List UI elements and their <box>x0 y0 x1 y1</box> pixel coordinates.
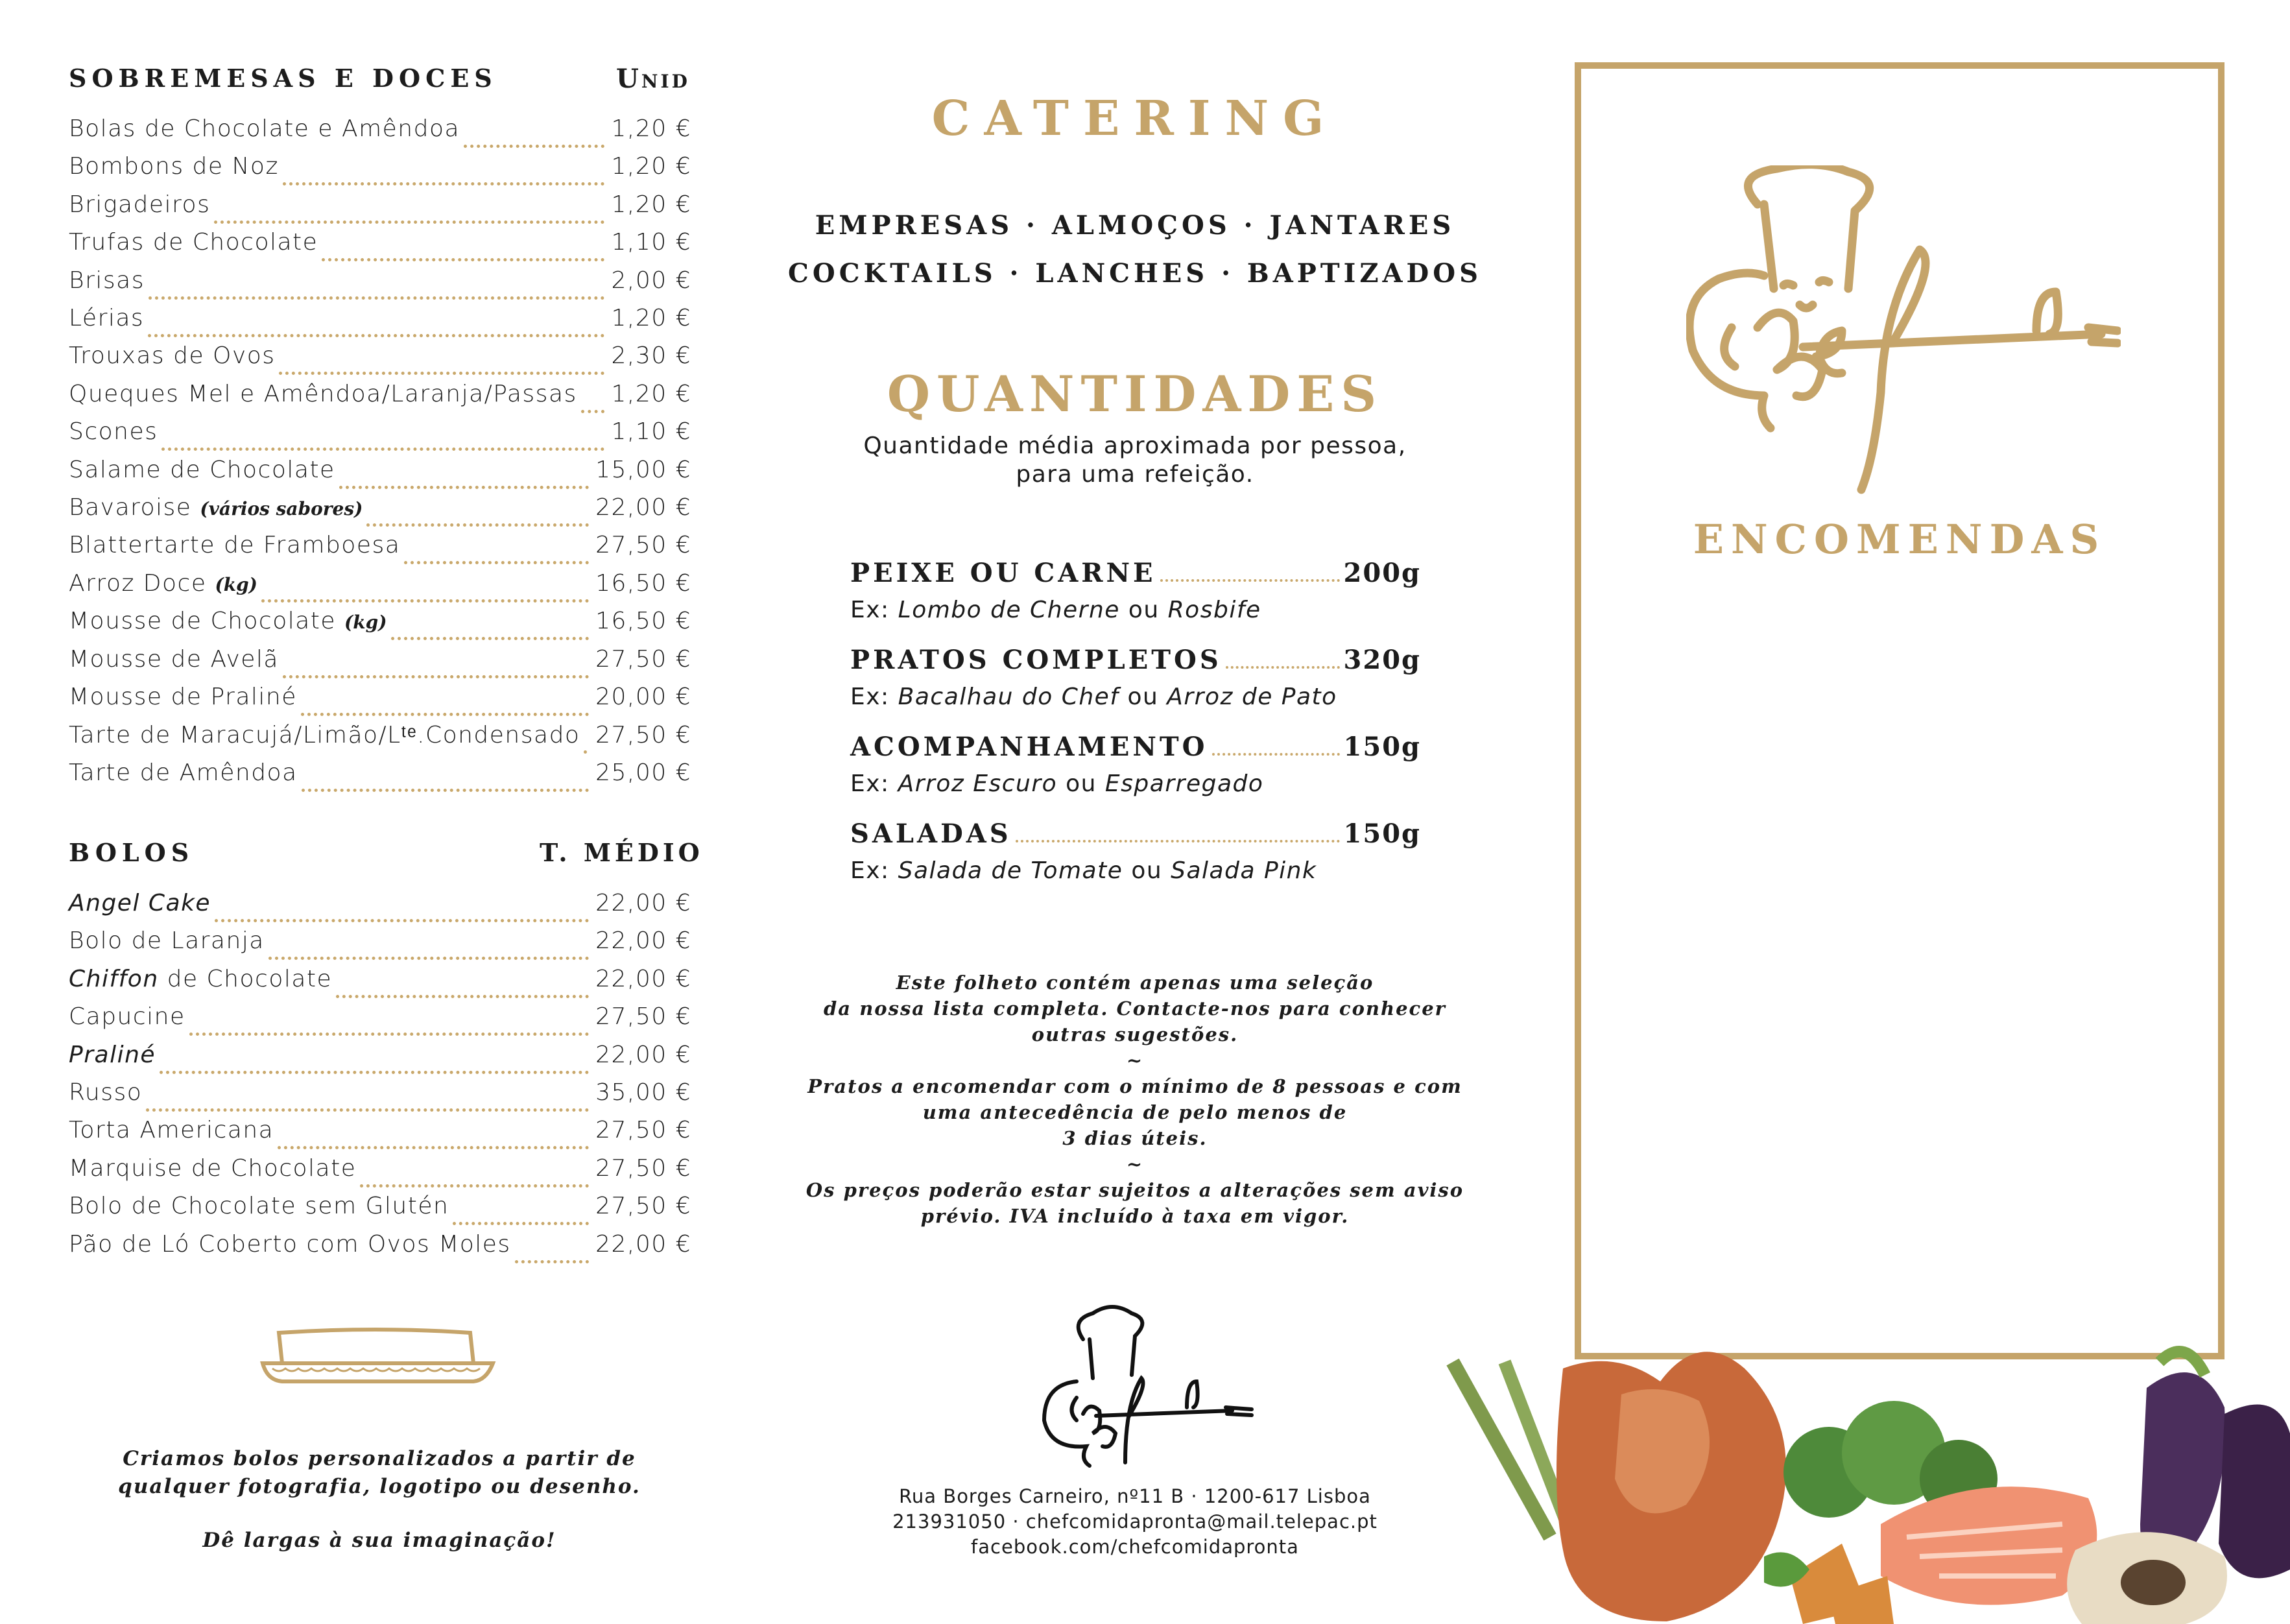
item-price: 27,50 € <box>595 532 691 559</box>
custom-cakes-text <box>65 1445 694 1555</box>
example-dish: Salada Pink <box>1171 857 1317 884</box>
dot-leader <box>1212 753 1340 756</box>
example-prefix: Ex: <box>850 857 890 884</box>
quantity-item <box>850 558 1421 588</box>
item-name <box>69 229 318 256</box>
bolos-size-header: T. MÉDIO <box>540 838 704 867</box>
cake-item <box>69 1117 691 1154</box>
quantity-amount: 320g <box>1343 645 1421 675</box>
cake-item <box>69 966 691 1003</box>
item-price: 27,50 € <box>595 1003 691 1031</box>
item-name-text: Blattertarte de Framboesa <box>69 532 401 559</box>
item-price: 1,20 € <box>611 115 691 142</box>
dessert-item <box>69 267 691 305</box>
item-name <box>69 570 257 597</box>
dot-leader <box>160 1071 589 1074</box>
item-name-text: Praliné <box>69 1041 156 1068</box>
item-name <box>69 494 363 521</box>
quantity-example <box>850 857 1317 884</box>
example-dish: Esparregado <box>1104 770 1264 797</box>
item-price: 20,00 € <box>595 684 691 710</box>
dot-leader <box>278 1146 589 1149</box>
example-dish: Rosbife <box>1167 597 1261 623</box>
item-price: 22,00 € <box>595 1041 691 1068</box>
item-name <box>69 1117 274 1143</box>
item-price: 15,00 € <box>595 456 691 483</box>
item-price: 1,20 € <box>611 191 691 218</box>
item-name <box>69 457 335 483</box>
dessert-item <box>69 381 691 418</box>
item-name-text: Tarte de Amêndoa <box>69 759 298 786</box>
note-line: ~ <box>1126 1049 1144 1071</box>
dot-leader <box>584 750 589 754</box>
dessert-item <box>69 418 691 456</box>
quantidades-title: QUANTIDADES <box>887 365 1383 423</box>
item-name-text: Russo <box>69 1079 143 1106</box>
item-name <box>69 759 298 786</box>
quantidades-subtitle: para uma refeição. <box>1016 461 1254 488</box>
item-name-text: Angel Cake <box>69 890 211 916</box>
item-name-text: Salame de Chocolate <box>69 456 335 483</box>
dot-leader <box>301 713 589 716</box>
item-price: 22,00 € <box>595 965 691 992</box>
dot-leader <box>214 221 604 224</box>
item-name-text: Bolo de Laranja <box>69 927 265 955</box>
dessert-item <box>69 608 691 645</box>
note-line: Pratos a encomendar com o mínimo de 8 pessoas e com <box>807 1075 1462 1097</box>
dot-leader <box>322 258 604 261</box>
item-name-text: Marquise de Chocolate <box>69 1154 357 1182</box>
item-name-text: Lérias <box>69 305 145 331</box>
example-or: ou <box>1131 857 1163 884</box>
quantity-example <box>850 597 1261 623</box>
item-name <box>69 721 580 748</box>
example-prefix: Ex: <box>850 597 890 623</box>
bolos-title: BOLOS <box>69 838 195 867</box>
catering-services-line-2: COCKTAILS · LANCHES · BAPTIZADOS <box>788 258 1482 289</box>
dot-leader <box>279 372 604 375</box>
cake-item <box>69 1003 691 1041</box>
dot-leader <box>366 523 589 527</box>
quantity-category: PRATOS COMPLETOS <box>850 645 1222 675</box>
item-name-text: Torta Americana <box>69 1117 274 1144</box>
item-name-text: Capucine <box>69 1003 185 1031</box>
dessert-item <box>69 759 691 797</box>
item-name-text: Trouxas de Ovos <box>69 342 276 370</box>
item-name <box>69 646 279 673</box>
facebook-link[interactable]: facebook.com/chefcomidapronta <box>971 1536 1299 1558</box>
item-price: 16,50 € <box>595 569 691 597</box>
dessert-item <box>69 494 691 532</box>
dot-leader <box>581 410 605 413</box>
example-prefix: Ex: <box>850 770 890 797</box>
item-note: (kg) <box>215 573 257 595</box>
item-name <box>69 608 387 634</box>
dessert-item <box>69 646 691 684</box>
dot-leader <box>1226 666 1340 669</box>
chef-logo-black <box>1038 1300 1258 1469</box>
item-name <box>69 1155 356 1182</box>
note-line: 3 dias úteis. <box>1062 1127 1208 1149</box>
custom-cakes-line: Criamos bolos personalizados a partir de <box>123 1447 636 1470</box>
item-price: 22,00 € <box>595 494 691 521</box>
item-price: 22,00 € <box>595 1230 691 1258</box>
food-illustration <box>1427 1323 2290 1624</box>
catering-title: CATERING <box>931 91 1339 147</box>
phone-email[interactable]: 213931050 · chefcomidapronta@mail.telepac.pt <box>892 1511 1378 1533</box>
dot-leader <box>148 334 604 337</box>
item-name <box>69 191 210 218</box>
cake-item <box>69 1231 691 1269</box>
potato-wedges-icon <box>1790 1544 1894 1624</box>
cake-item <box>69 1193 691 1230</box>
item-price: 1,20 € <box>611 153 691 180</box>
chef-logo-gold <box>1686 165 2121 503</box>
dessert-item <box>69 532 691 569</box>
sobremesas-unit-header: Unid <box>616 64 690 94</box>
quantity-example <box>850 684 1337 710</box>
item-price: 22,00 € <box>595 890 691 916</box>
dot-leader <box>336 995 589 998</box>
item-name <box>69 1193 449 1219</box>
item-price: 27,50 € <box>595 645 691 673</box>
example-dish: Lombo de Cherne <box>898 597 1120 623</box>
item-name <box>69 890 211 916</box>
quantity-item <box>850 732 1421 762</box>
salmon-icon <box>1881 1487 2097 1605</box>
dot-leader <box>302 789 589 792</box>
quantity-amount: 150g <box>1343 818 1421 849</box>
quantity-category: SALADAS <box>850 818 1012 849</box>
cake-item <box>69 927 691 965</box>
cake-item <box>69 1155 691 1193</box>
quantity-category: PEIXE OU CARNE <box>850 558 1156 588</box>
item-price: 1,20 € <box>611 380 691 407</box>
item-name <box>69 115 460 142</box>
note-line: ~ <box>1126 1153 1144 1175</box>
item-price: 22,00 € <box>595 927 691 955</box>
dot-leader <box>283 675 589 678</box>
example-dish: Bacalhau do Chef <box>898 684 1119 710</box>
item-name-text: Mousse de Avelã <box>69 645 279 673</box>
item-price: 2,30 € <box>611 342 691 370</box>
sobremesas-title: SOBREMESAS E DOCES <box>69 64 497 93</box>
item-price: 27,50 € <box>595 1154 691 1182</box>
note-line: Os preços poderão estar sujeitos a alterações sem aviso <box>805 1179 1464 1201</box>
example-or: ou <box>1066 770 1097 797</box>
dot-leader <box>404 561 589 564</box>
dot-leader <box>339 486 589 489</box>
example-or: ou <box>1128 597 1160 623</box>
catering-services-line-1: EMPRESAS · ALMOÇOS · JANTARES <box>815 210 1455 241</box>
cover-title: ENCOMENDAS <box>1693 516 2106 563</box>
note-line: da nossa lista completa. Contacte-nos para conhecer <box>824 997 1446 1020</box>
dessert-item <box>69 721 691 759</box>
dessert-item <box>69 570 691 608</box>
item-note: (kg) <box>344 612 387 634</box>
dot-leader <box>515 1260 589 1263</box>
dot-leader <box>391 637 590 640</box>
custom-cakes-line: qualquer fotografia, logotipo ou desenho. <box>118 1475 641 1498</box>
example-dish: Arroz de Pato <box>1167 684 1337 710</box>
item-price: 27,50 € <box>595 1193 691 1220</box>
cake-item <box>69 1042 691 1079</box>
dessert-item <box>69 115 691 153</box>
item-name-text: Trufas de Chocolate <box>69 229 318 256</box>
item-name-text: Brisas <box>69 267 145 294</box>
example-dish: Salada de Tomate <box>898 857 1123 884</box>
dessert-item <box>69 684 691 721</box>
dot-leader <box>1160 579 1340 582</box>
dessert-item <box>69 153 691 191</box>
dot-leader <box>360 1184 589 1188</box>
address: Rua Borges Carneiro, nº11 B · 1200-617 Lisboa <box>899 1485 1371 1507</box>
item-note: (vários sabores) <box>200 498 363 519</box>
item-name-text: Arroz Doce <box>69 569 207 597</box>
item-name <box>69 966 332 992</box>
item-name <box>69 1231 511 1258</box>
item-name-text: Mousse de Praliné <box>69 684 297 710</box>
item-name-text: Bavaroise <box>69 494 192 521</box>
item-name <box>69 342 275 369</box>
dot-leader <box>453 1222 589 1225</box>
dot-leader <box>464 145 604 148</box>
dot-leader <box>189 1033 589 1036</box>
example-or: ou <box>1127 684 1159 710</box>
cake-item <box>69 1079 691 1117</box>
note-line: Este folheto contém apenas uma seleção <box>896 972 1374 994</box>
quantity-amount: 150g <box>1343 732 1421 762</box>
item-price: 1,10 € <box>611 418 691 446</box>
item-price: 1,10 € <box>611 229 691 256</box>
note-line: prévio. IVA incluído à taxa em vigor. <box>920 1205 1350 1227</box>
item-name <box>69 1042 156 1068</box>
item-name-text: Queques Mel e Amêndoa/Laranja/Passas <box>69 380 577 407</box>
item-name-text: Bolo de Chocolate sem Glutén <box>69 1193 449 1220</box>
cake-tray-icon <box>259 1323 496 1388</box>
note-line: uma antecedência de pelo menos de <box>922 1101 1348 1123</box>
item-name-text: Bombons de Noz <box>69 153 279 180</box>
quantity-amount: 200g <box>1343 558 1421 588</box>
item-price: 25,00 € <box>595 759 691 786</box>
dot-leader <box>1016 840 1340 842</box>
item-name <box>69 418 158 445</box>
item-price: 27,50 € <box>595 722 691 749</box>
quantity-category: ACOMPANHAMENTO <box>850 732 1208 762</box>
item-name-text: Tarte de Maracujá/Limão/Lᵗᵉ.Condensado <box>69 722 580 749</box>
quantidades-subtitle: Quantidade média aproximada por pessoa, <box>863 433 1407 459</box>
item-name <box>69 381 577 407</box>
item-name <box>69 684 297 710</box>
item-name-text: Bolas de Chocolate e Amêndoa <box>69 115 460 142</box>
dessert-item <box>69 457 691 494</box>
dessert-item <box>69 305 691 342</box>
quantity-example <box>850 770 1263 797</box>
item-name <box>69 532 400 558</box>
item-name <box>69 1003 185 1030</box>
item-price: 35,00 € <box>595 1079 691 1106</box>
custom-cakes-tagline: Dê largas à sua imaginação! <box>202 1529 556 1552</box>
quantity-item <box>850 818 1421 849</box>
item-name-text: Scones <box>69 418 158 446</box>
cake-item <box>69 890 691 927</box>
item-name <box>69 267 145 294</box>
dessert-item <box>69 342 691 380</box>
item-price: 27,50 € <box>595 1117 691 1144</box>
item-price: 16,50 € <box>595 608 691 635</box>
note-line: outras sugestões. <box>1031 1023 1239 1045</box>
item-name <box>69 305 144 331</box>
dot-leader <box>149 296 605 300</box>
dot-leader <box>261 599 589 603</box>
dot-leader <box>215 919 589 922</box>
dot-leader <box>161 448 604 451</box>
item-price: 1,20 € <box>611 305 691 331</box>
notes-block <box>778 970 1492 1229</box>
item-name-text: Brigadeiros <box>69 191 211 218</box>
item-name-text: Pão de Ló Coberto com Ovos Moles <box>69 1230 511 1258</box>
example-prefix: Ex: <box>850 684 890 710</box>
quantity-item <box>850 645 1421 675</box>
dessert-item <box>69 191 691 229</box>
dot-leader <box>146 1108 589 1112</box>
item-name-text: Chiffon <box>69 965 159 992</box>
dot-leader <box>268 957 589 960</box>
item-name <box>69 153 279 180</box>
item-name-text: Mousse de Chocolate <box>69 608 337 635</box>
asparagus-icon <box>1453 1362 1569 1537</box>
item-name <box>69 927 265 954</box>
dessert-item <box>69 229 691 267</box>
item-name <box>69 1079 142 1106</box>
item-price: 2,00 € <box>611 267 691 294</box>
example-dish: Arroz Escuro <box>898 770 1058 797</box>
item-name-rest: de Chocolate <box>158 965 333 992</box>
dot-leader <box>283 182 605 185</box>
